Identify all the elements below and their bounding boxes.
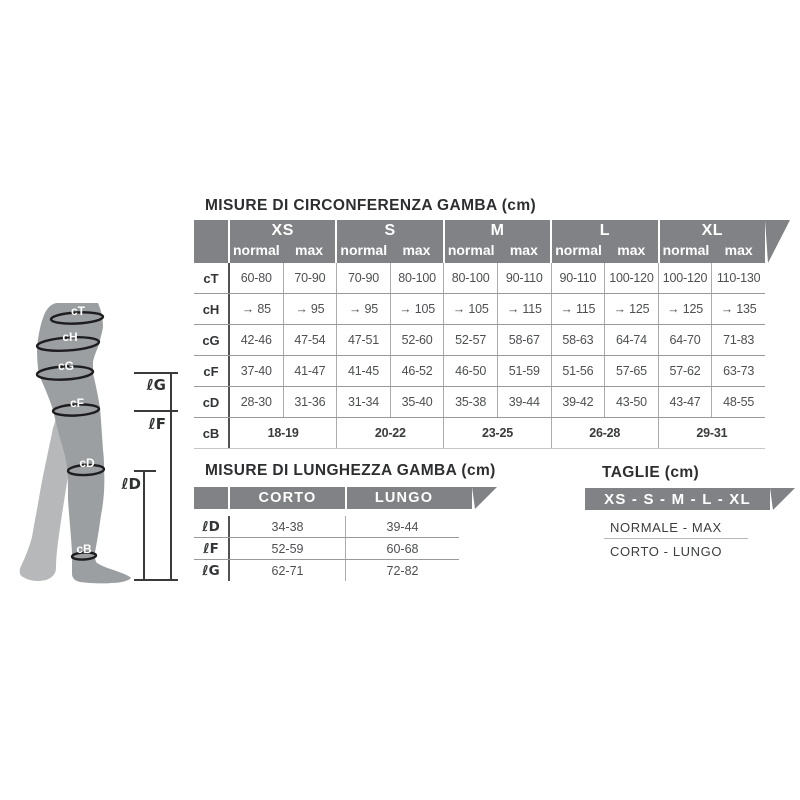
cell: 42-46 bbox=[230, 325, 284, 355]
size-group-xl bbox=[660, 220, 765, 263]
size-group-xs bbox=[230, 220, 335, 263]
cell: 47-51 bbox=[337, 325, 391, 355]
cell: → 135 bbox=[720, 302, 757, 316]
subheader-max: max bbox=[295, 242, 324, 258]
length-label-lf: ℓF bbox=[148, 415, 166, 433]
cell: → 125 bbox=[605, 294, 659, 324]
cell: 28-30 bbox=[230, 387, 284, 417]
cell: 60-80 bbox=[230, 263, 284, 293]
size-label: L bbox=[599, 222, 611, 239]
cell: 51-59 bbox=[498, 356, 552, 386]
cell: 39-44 bbox=[498, 387, 552, 417]
cell: 48-55 bbox=[723, 395, 755, 409]
table-row-lf bbox=[194, 538, 459, 560]
row-label: cG bbox=[194, 325, 230, 355]
header-stub bbox=[194, 220, 228, 263]
cell: 51-56 bbox=[552, 356, 606, 386]
cell: → 105 bbox=[391, 294, 445, 324]
taglie-title: TAGLIE (cm) bbox=[602, 464, 700, 481]
table-row-cg bbox=[194, 325, 765, 356]
row-label: cD bbox=[194, 387, 230, 417]
row-label: cB bbox=[194, 418, 230, 448]
cell: 31-36 bbox=[284, 387, 338, 417]
band-label-ch: cH bbox=[62, 330, 78, 344]
cell: 57-65 bbox=[605, 356, 659, 386]
subheader-normal: normal bbox=[447, 242, 495, 258]
span-cell: 26-28 bbox=[552, 418, 659, 448]
column-header-corto: CORTO bbox=[230, 487, 345, 509]
taglie-option-normale-max: NORMALE - MAX bbox=[610, 520, 722, 535]
cell: 46-50 bbox=[444, 356, 498, 386]
cell: 39-44 bbox=[386, 519, 419, 534]
cell: 72-82 bbox=[386, 563, 419, 578]
cell: 43-50 bbox=[605, 387, 659, 417]
cell: 63-73 bbox=[723, 364, 755, 378]
subheader-normal: normal bbox=[555, 242, 602, 258]
cell: 52-59 bbox=[230, 538, 346, 559]
subheader-max: max bbox=[724, 242, 753, 258]
subheader-max: max bbox=[617, 242, 646, 258]
span-cell: 29-31 bbox=[696, 426, 728, 440]
row-label: ℓF bbox=[194, 538, 230, 559]
header-slant-edge bbox=[765, 220, 790, 266]
cell: 71-83 bbox=[723, 333, 755, 347]
cell: 37-40 bbox=[230, 356, 284, 386]
cell: 31-34 bbox=[337, 387, 391, 417]
span-cell: 23-25 bbox=[444, 418, 551, 448]
taglie-option-corto-lungo: CORTO - LUNGO bbox=[610, 544, 723, 559]
cell: 70-90 bbox=[284, 263, 338, 293]
subheader-normal: normal bbox=[662, 242, 710, 258]
cell: 100-120 bbox=[659, 263, 713, 293]
circumference-table-header bbox=[194, 220, 765, 263]
table-row-cb bbox=[194, 418, 765, 449]
band-label-cd: cD bbox=[79, 456, 95, 470]
cell: → 95 bbox=[337, 294, 391, 324]
cell: 46-52 bbox=[391, 356, 445, 386]
subheader-normal: normal bbox=[233, 242, 280, 258]
cell: → 85 bbox=[230, 294, 284, 324]
cell: 110-130 bbox=[716, 271, 761, 285]
cell: 60-68 bbox=[386, 541, 419, 556]
band-label-ct: cT bbox=[70, 304, 86, 318]
span-cell: 18-19 bbox=[230, 418, 337, 448]
band-label-cg: cG bbox=[57, 359, 75, 373]
subheader-max: max bbox=[402, 242, 431, 258]
size-group-l bbox=[552, 220, 657, 263]
table-row-ld bbox=[194, 516, 459, 538]
cell: 80-100 bbox=[391, 263, 445, 293]
size-label: XL bbox=[701, 222, 724, 239]
size-label: S bbox=[384, 222, 396, 239]
cell: → 115 bbox=[498, 294, 552, 324]
cell: 64-74 bbox=[605, 325, 659, 355]
cell: → 95 bbox=[284, 294, 338, 324]
cell: 58-63 bbox=[552, 325, 606, 355]
table-row-lg bbox=[194, 560, 459, 581]
cell: 58-67 bbox=[498, 325, 552, 355]
cell: 52-60 bbox=[391, 325, 445, 355]
size-group-s bbox=[337, 220, 442, 263]
size-label: XS bbox=[271, 222, 294, 239]
cell: 90-110 bbox=[498, 263, 552, 293]
cell: 64-70 bbox=[659, 325, 713, 355]
size-label: M bbox=[490, 222, 505, 239]
cell: 100-120 bbox=[605, 263, 659, 293]
subheader-max: max bbox=[509, 242, 538, 258]
banner-slant-edge bbox=[770, 488, 795, 513]
table-row-ch bbox=[194, 294, 765, 325]
cell: → 105 bbox=[444, 294, 498, 324]
table-row-cd bbox=[194, 387, 765, 418]
taglie-divider bbox=[604, 538, 748, 539]
header-slant-edge bbox=[472, 487, 497, 512]
cell: 70-90 bbox=[337, 263, 391, 293]
cell: 34-38 bbox=[230, 516, 346, 537]
span-cell: 20-22 bbox=[337, 418, 444, 448]
cell: 43-47 bbox=[659, 387, 713, 417]
row-label: cT bbox=[194, 263, 230, 293]
circumference-table-body bbox=[194, 263, 765, 449]
table-row-cf bbox=[194, 356, 765, 387]
row-label: cF bbox=[194, 356, 230, 386]
taglie-sizes-banner: XS - S - M - L - XL bbox=[585, 488, 770, 510]
row-label: ℓD bbox=[194, 516, 230, 537]
band-label-cf: cF bbox=[69, 396, 85, 410]
cell: → 115 bbox=[552, 294, 606, 324]
length-table-body bbox=[194, 516, 459, 581]
cell: 47-54 bbox=[284, 325, 338, 355]
cell: 41-47 bbox=[284, 356, 338, 386]
length-label-lg: ℓG bbox=[146, 376, 166, 394]
column-header-lungo: LUNGO bbox=[347, 487, 472, 509]
cell: 35-38 bbox=[444, 387, 498, 417]
subheader-normal: normal bbox=[340, 242, 388, 258]
cell: 41-45 bbox=[337, 356, 391, 386]
cell: → 125 bbox=[659, 294, 713, 324]
band-label-cb: cB bbox=[76, 542, 92, 556]
cell: 39-42 bbox=[552, 387, 606, 417]
cell: 52-57 bbox=[444, 325, 498, 355]
cell: 57-62 bbox=[659, 356, 713, 386]
cell: 62-71 bbox=[230, 560, 346, 581]
length-table-header bbox=[194, 487, 472, 509]
circumference-table-title: MISURE DI CIRCONFERENZA GAMBA (cm) bbox=[205, 197, 537, 214]
cell: 80-100 bbox=[444, 263, 498, 293]
cell: 35-40 bbox=[391, 387, 445, 417]
length-table-title: MISURE DI LUNGHEZZA GAMBA (cm) bbox=[205, 462, 496, 479]
row-label: cH bbox=[194, 294, 230, 324]
length-label-ld: ℓD bbox=[121, 475, 141, 493]
table-row-ct bbox=[194, 263, 765, 294]
header-stub bbox=[194, 487, 228, 509]
row-label: ℓG bbox=[194, 560, 230, 581]
cell: 90-110 bbox=[552, 263, 606, 293]
size-group-m bbox=[445, 220, 550, 263]
